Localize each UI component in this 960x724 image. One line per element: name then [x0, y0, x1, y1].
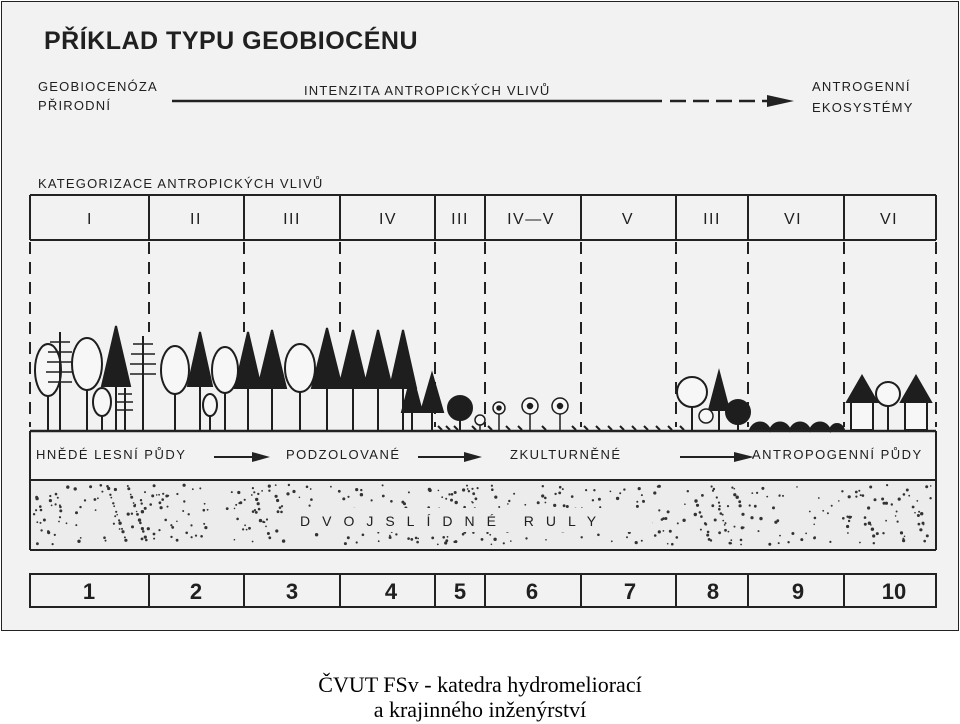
geobiocen-diagram: [2, 2, 960, 632]
category-label: I: [87, 211, 93, 228]
zone-number: 7: [623, 579, 637, 604]
zone-divider-lines: [30, 242, 936, 427]
category-label: VI: [783, 211, 803, 228]
soil-label-brown-forest: HNĚDÉ LESNÍ PŮDY: [36, 447, 187, 462]
soil-arrow: [214, 452, 270, 462]
zone-number: 6: [525, 579, 539, 604]
bedrock-label: DVOJSLÍDNÉ RULY: [300, 513, 609, 529]
caption-line-1: ČVUT FSv - katedra hydromeliorací: [318, 672, 642, 697]
anthropogenic-ecosystems-label-line2: EKOSYSTÉMY: [812, 100, 914, 115]
zone-number-row: [30, 574, 936, 607]
soil-arrow: [680, 452, 754, 462]
zone-number: 2: [189, 579, 203, 604]
soil-arrow: [418, 452, 482, 462]
category-label: III: [703, 211, 721, 228]
zone-number: 4: [384, 579, 398, 604]
zone-number: 8: [706, 579, 720, 604]
caption: [0, 672, 960, 722]
anthropogenic-ecosystems-label-line1: ANTROGENNÍ: [812, 79, 911, 94]
category-label: V: [621, 211, 635, 228]
natural-geobiocenosis-label-line1: GEOBIOCENÓZA: [38, 79, 158, 94]
category-label: IV—V: [507, 211, 555, 228]
bedrock-band: [30, 481, 936, 550]
intensity-label: INTENZITA ANTROPICKÝCH VLIVŮ: [304, 83, 551, 98]
category-label: II: [190, 211, 202, 228]
diagram-title: PŘÍKLAD TYPU GEOBIOCÉNU: [44, 27, 419, 55]
zone-number: 3: [285, 579, 299, 604]
geobiocen-figure: [1, 1, 959, 631]
natural-geobiocenosis-label-line2: PŘIRODNÍ: [38, 98, 112, 113]
category-label: III: [451, 211, 469, 228]
soil-label-podzolized: PODZOLOVANÉ: [286, 447, 401, 462]
soil-label-anthropogenic: ANTROPOGENNÍ PŮDY: [752, 447, 923, 462]
categorization-label: KATEGORIZACE ANTROPICKÝCH VLIVŮ: [38, 176, 324, 191]
zone-number: 9: [791, 579, 805, 604]
zone-number: 1: [82, 579, 96, 604]
category-label: IV: [378, 211, 398, 228]
zone-number: 5: [453, 579, 467, 604]
soil-label-cultivated: ZKULTURNĚNÉ: [510, 447, 622, 462]
category-label: III: [283, 211, 301, 228]
caption-line-2: a krajinného inženýrství: [373, 697, 587, 722]
category-row: [30, 195, 936, 240]
zone-number: 10: [881, 579, 907, 604]
category-label: VI: [879, 211, 899, 228]
vegetation-illustration: [35, 326, 931, 430]
